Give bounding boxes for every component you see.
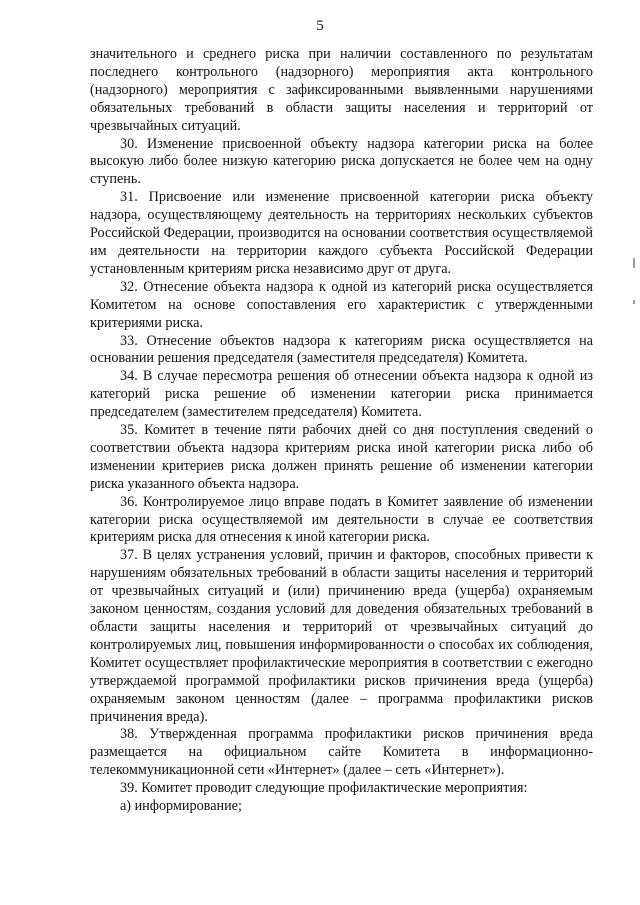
paragraph-34: 34. В случае пересмотра решения об отнесении объекта надзора к одной из категорий риска решение об изменении категории риска принимается председателем (заместителем председателя) Комитета. [90, 368, 593, 421]
paragraph-32: 32. Отнесение объекта надзора к одной из категорий риска осуществляется Комитетом на основе сопоставления его характеристик с утвержденными критериями риска. [90, 278, 593, 331]
scan-edge-mark [633, 258, 635, 268]
scan-edge-mark [633, 300, 635, 304]
paragraph-35: 35. Комитет в течение пяти рабочих дней со дня поступления сведений о соответствии объекта надзора критериям риска иной категории риска либо об изменении критериев риска должен принять решение об изменении категории риска указанного объекта надзора. [90, 422, 593, 492]
paragraph-30: 30. Изменение присвоенной объекту надзора категории риска на более высокую либо более низкую категорию риска допускается не более чем на одну ступень. [90, 135, 593, 188]
paragraph-38: 38. Утвержденная программа профилактики рисков причинения вреда размещается на официальном сайте Комитета в информационно-телекоммуникационной сети «Интернет» (далее – сеть «Интернет»). [90, 726, 593, 779]
paragraph-33: 33. Отнесение объектов надзора к категориям риска осуществляется на основании решения председателя (заместителя председателя) Комитета. [90, 332, 593, 367]
document-body [90, 46, 593, 816]
page-number: 5 [316, 18, 324, 34]
paragraph-36: 36. Контролируемое лицо вправе подать в Комитет заявление об изменении категории риска осуществляемой им деятельности в случае ее соответствия критериям риска для отнесения к иной категории риска. [90, 493, 593, 546]
paragraph-39: 39. Комитет проводит следующие профилактические мероприятия: [120, 780, 528, 797]
list-item-39a: а) информирование; [120, 798, 242, 815]
paragraph-continued: значительного и среднего риска при наличии составленного по результатам последнего контрольного (надзорного) мероприятия акта контрольного (надзорного) мероприятия с зафиксированными выявленными нарушениями обязательных требований в области защиты населения и территорий от чрезвычайных ситуаций. [90, 46, 593, 134]
paragraph-31: 31. Присвоение или изменение присвоенной категории риска объекту надзора, осуществляющему деятельность на территориях нескольких субъектов Российской Федерации, производится на основании соответствия осуществляемой им деятельности на территории каждого субъекта Российской Федерации установленным критериям риска независимо друг от друга. [90, 189, 593, 277]
paragraph-37: 37. В целях устранения условий, причин и факторов, способных привести к нарушениям обязательных требований в области защиты населения и территорий от чрезвычайных ситуаций и (или) причинению вреда (ущерба) охраняемым законом ценностям, создания условий для доведения обязательных требований в области защиты населения и территорий от чрезвычайных ситуаций до контролируемых лиц, повышения информированности о способах их соблюдения, Комитет осуществляет профилактические мероприятия в соответствии с ежегодно утверждаемой программой профилактики рисков причинения вреда (ущерба) охраняемым законом ценностям (далее – программа профилактики рисков причинения вреда). [90, 547, 593, 725]
